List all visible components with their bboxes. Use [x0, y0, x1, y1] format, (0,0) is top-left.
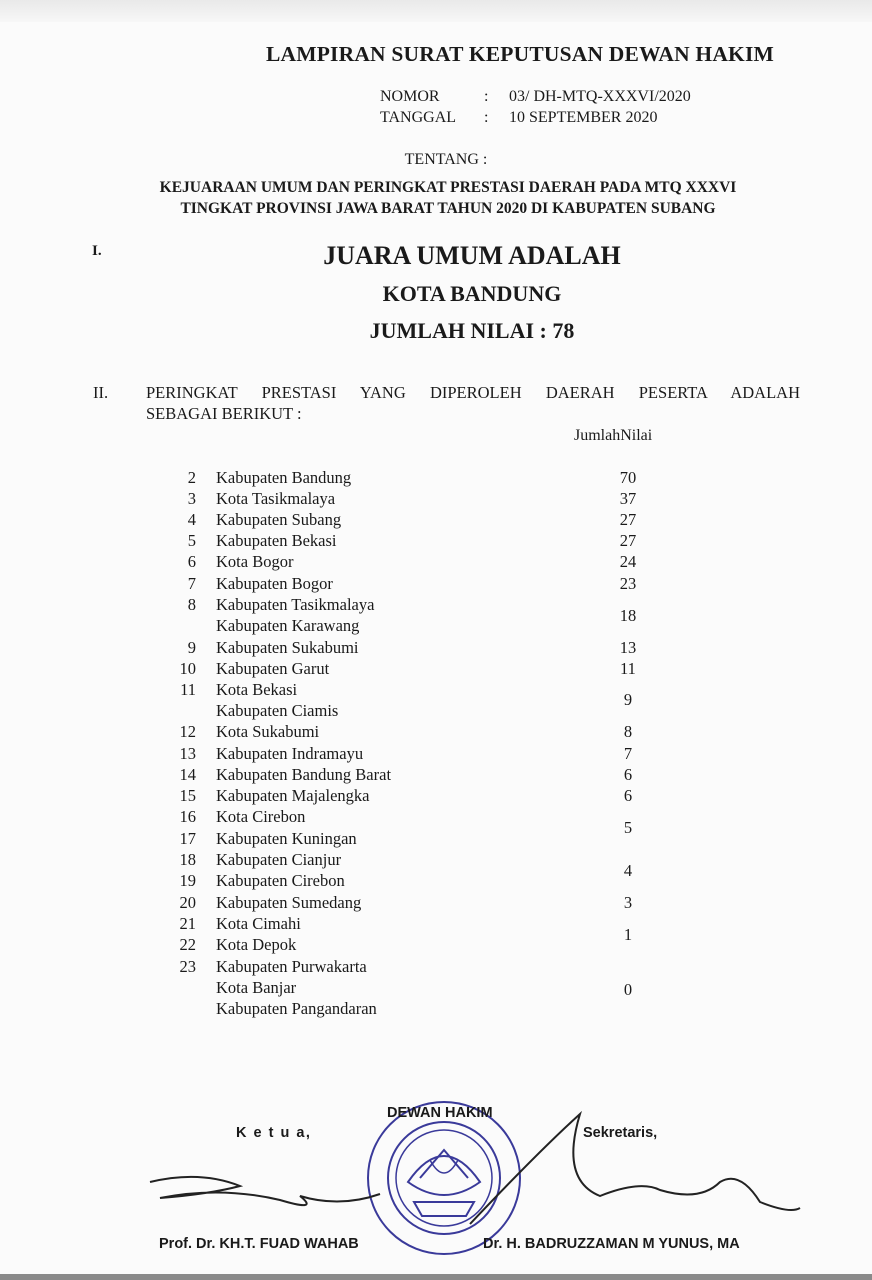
nomor-label: NOMOR: [380, 88, 440, 105]
secretary-name: Dr. H. BADRUZZAMAN M YUNUS, MA: [483, 1236, 740, 1252]
score-value: 23: [619, 574, 637, 593]
region-name: Kota Sukabumi: [216, 722, 320, 741]
rank-number: 12: [179, 722, 196, 741]
rank-number: 4: [187, 510, 196, 529]
region-name: Kabupaten Purwakarta: [216, 957, 367, 976]
region-name: Kabupaten Sukabumi: [216, 638, 359, 657]
rank-number: 22: [179, 935, 196, 954]
score-value: 18: [619, 606, 637, 625]
rank-number: 11: [180, 680, 196, 699]
section-1-numeral: I.: [92, 243, 102, 259]
region-name: Kabupaten Majalengka: [216, 786, 370, 805]
rank-number: 13: [179, 744, 196, 763]
region-name: Kabupaten Sumedang: [216, 893, 362, 912]
score-value: 11: [620, 659, 636, 678]
score-value: 27: [619, 531, 637, 550]
score-value: 9: [623, 690, 633, 709]
score-value: 24: [619, 552, 637, 571]
rank-number: 14: [179, 765, 196, 784]
lptq-seal: [368, 1102, 520, 1254]
section-2-numeral: II.: [93, 383, 109, 402]
region-name: Kabupaten Garut: [216, 659, 330, 678]
rank-number: 15: [179, 786, 196, 805]
nomor-value: 03/ DH-MTQ-XXXVI/2020: [509, 88, 691, 105]
region-name: Kota Bogor: [216, 552, 294, 571]
rank-number: 20: [179, 893, 196, 912]
tentang-label: TENTANG :: [404, 151, 488, 168]
tanggal-value: 10 SEPTEMBER 2020: [509, 109, 658, 126]
region-name: Kota Cirebon: [216, 807, 306, 826]
region-name: Kota Bekasi: [216, 680, 298, 699]
chair-label: K e t u a,: [236, 1125, 312, 1141]
region-name: Kabupaten Subang: [216, 510, 342, 529]
subject-line-2: TINGKAT PROVINSI JAWA BARAT TAHUN 2020 DI KABUPATEN SUBANG: [180, 200, 716, 217]
bottom-edge-bar: [0, 1274, 872, 1280]
rank-number: 9: [187, 638, 196, 657]
score-value: 5: [623, 818, 633, 837]
rank-number: 2: [187, 468, 196, 487]
score-value: 13: [619, 638, 637, 657]
region-name: Kabupaten Indramayu: [216, 744, 364, 763]
winner-name: KOTA BANDUNG: [382, 281, 562, 306]
nomor-separator: :: [484, 88, 489, 105]
region-name: Kabupaten Kuningan: [216, 829, 357, 848]
rank-number: 17: [179, 829, 196, 848]
region-name: Kabupaten Bandung Barat: [216, 765, 392, 784]
region-name: Kota Cimahi: [216, 914, 301, 933]
section-1-heading: JUARA UMUM ADALAH: [323, 241, 621, 270]
column-header-jumlah-nilai: JumlahNilai: [574, 427, 653, 444]
score-value: 37: [619, 489, 637, 508]
council-label: DEWAN HAKIM: [387, 1105, 493, 1121]
score-value: 7: [623, 744, 633, 763]
rank-number: 21: [179, 914, 196, 933]
score-value: 27: [619, 510, 637, 529]
rank-number: 5: [187, 531, 196, 550]
rank-number: 23: [179, 957, 196, 976]
rank-number: 3: [187, 489, 196, 508]
score-value: 4: [623, 861, 633, 880]
region-name: Kabupaten Cirebon: [216, 871, 345, 890]
section-2-intro-line-2: SEBAGAI BERIKUT :: [146, 404, 302, 423]
secretary-label: Sekretaris,: [583, 1125, 658, 1141]
rank-number: 18: [179, 850, 196, 869]
score-value: 1: [623, 925, 633, 944]
score-value: 3: [623, 893, 633, 912]
rank-number: 10: [179, 659, 196, 678]
rank-number: 7: [187, 574, 196, 593]
score-value: 0: [623, 980, 633, 999]
region-name: Kabupaten Ciamis: [216, 701, 339, 720]
region-name: Kabupaten Karawang: [216, 616, 360, 635]
chair-name: Prof. Dr. KH.T. FUAD WAHAB: [159, 1236, 359, 1252]
region-name: Kota Tasikmalaya: [216, 489, 336, 508]
tanggal-separator: :: [484, 109, 489, 126]
region-name: Kota Banjar: [216, 978, 297, 997]
score-value: 6: [623, 765, 633, 784]
chair-signature: [150, 1177, 380, 1205]
document-title: LAMPIRAN SURAT KEPUTUSAN DEWAN HAKIM: [265, 42, 775, 66]
region-name: Kabupaten Pangandaran: [216, 999, 377, 1018]
rank-number: 19: [179, 871, 196, 890]
region-name: Kabupaten Bogor: [216, 574, 333, 593]
rank-number: 16: [179, 807, 196, 826]
region-name: Kabupaten Cianjur: [216, 850, 342, 869]
score-value: 6: [623, 786, 633, 805]
rank-number: 8: [187, 595, 196, 614]
region-name: Kabupaten Bekasi: [216, 531, 337, 550]
section-2-intro-line-1: PERINGKAT PRESTASI YANG DIPEROLEH DAERAH PESERTA ADALAH: [146, 383, 800, 402]
score-value: 70: [619, 468, 637, 487]
region-name: Kabupaten Tasikmalaya: [216, 595, 375, 614]
score-value: 8: [623, 722, 633, 741]
rank-number: 6: [187, 552, 196, 571]
tanggal-label: TANGGAL: [380, 109, 457, 126]
winner-score: JUMLAH NILAI : 78: [369, 318, 575, 343]
subject-line-1: KEJUARAAN UMUM DAN PERINGKAT PRESTASI DAERAH PADA MTQ XXXVI: [159, 179, 737, 196]
top-shadow-bar: [0, 0, 872, 22]
region-name: Kabupaten Bandung: [216, 468, 352, 487]
region-name: Kota Depok: [216, 935, 297, 954]
